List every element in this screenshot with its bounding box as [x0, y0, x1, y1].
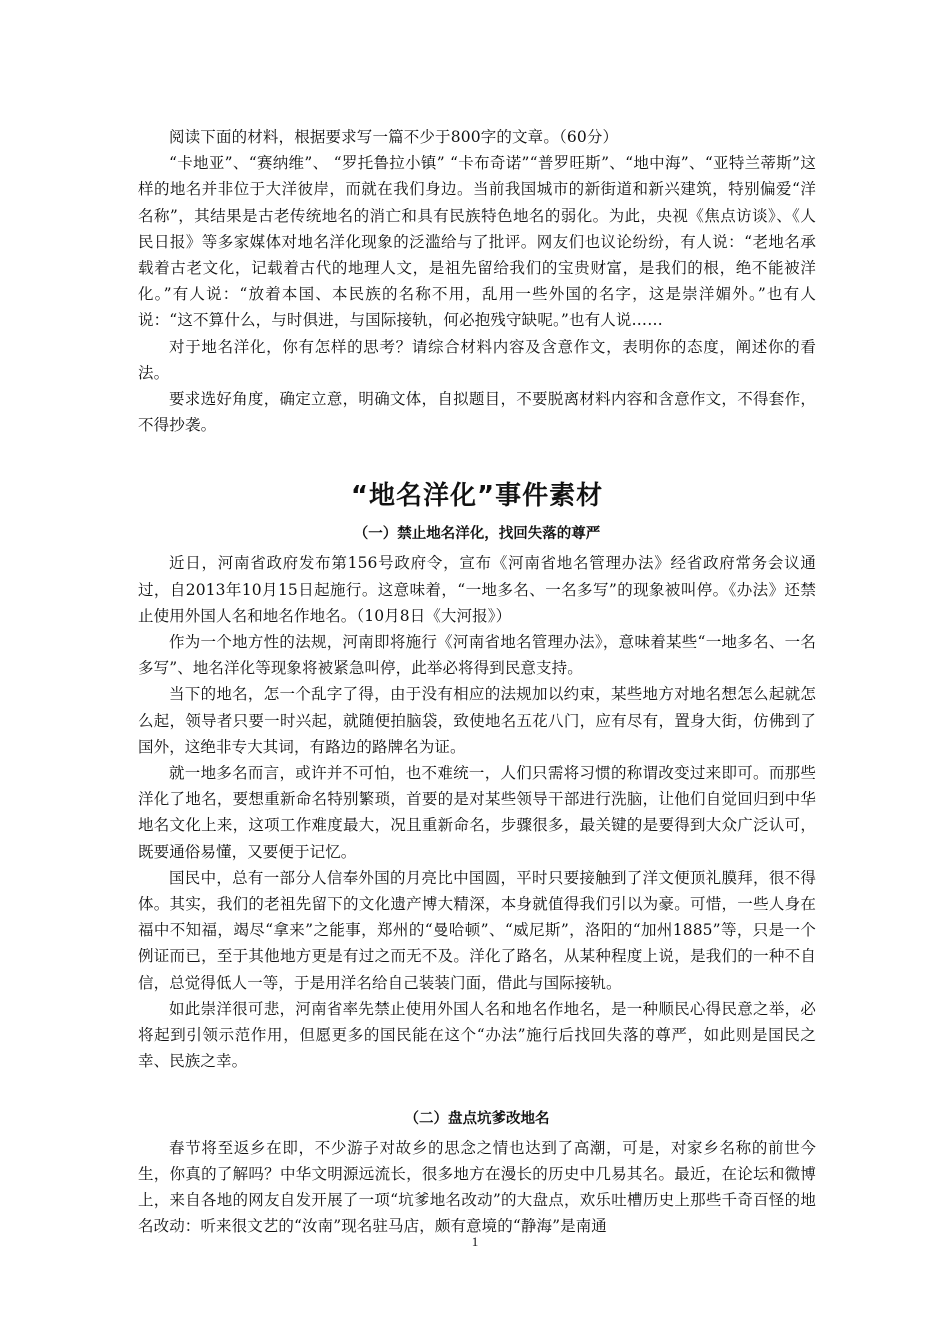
paragraph: 作为一个地方性的法规，河南即将施行《河南省地名管理办法》，意味着某些“一地多名、一名多写”、地名洋化等现象将被紧急叫停，此举必将得到民意支持。 — [138, 633, 816, 678]
paragraph: 国民中，总有一部分人信奉外国的月亮比中国圆，平时只要接触到了洋文便顶礼膜拜，很不得体。其实，我们的老祖先留下的文化遗产博大精深，本身就值得我们引以为豪。可惜，一些人身在福中不知福，竭尽“拿来”之能事，郑州的“曼哈顿”、“威尼斯”，洛阳的“加州1885”等，只是一个例证而已，至于其他地方更是有过之而无不及。洋化了路名，从某种程度上说，是我们的一种不自信，总觉得低人一等，于是用洋名给自己装装门面，借此与国际接轨。 — [138, 868, 816, 992]
paragraph: 就一地多名而言，或许并不可怕，也不难统一，人们只需将习惯的称谓改变过来即可。而那些洋化了地名，要想重新命名特别繁琐，首要的是对某些领导干部进行洗脑，让他们自觉回归到中华地名文化上来，这项工作难度最大，况且重新命名，步骤很多，最关键的是要得到大众广泛认可，既要通俗易懂，又要便于记忆。 — [138, 764, 816, 861]
document-body — [138, 124, 816, 1239]
main-title: “地名洋化”事件素材 — [350, 481, 604, 512]
paragraph: 春节将至返乡在即，不少游子对故乡的思念之情也达到了高潮，可是，对家乡名称的前世今生，你真的了解吗？中华文明源远流长，很多地方在漫长的历史中几易其名。最近，在论坛和微博上，来自各地的网友自发开展了一项“坑爹地名改动”的大盘点，欢乐吐槽历史上那些千奇百怪的地名改动：听来很文艺的“汝南”现名驻马店，颇有意境的“静海”是南通 — [138, 1138, 816, 1236]
prompt-material: “卡地亚”、“赛纳维”、 “罗托鲁拉小镇” “卡布奇诺”“普罗旺斯”、“地中海”、“亚特兰蒂斯”这样的地名并非位于大洋彼岸，而就在我们身边。当前我国城市的新街道和新兴建筑，特别偏爱“洋名称”，其结果是古老传统地名的消亡和具有民族特色地名的弱化。为此，央视《焦点访谈》、《人民日报》等多家媒体对地名洋化现象的泛滥给与了批评。网友们也议论纷纷，有人说：“老地名承载着古老文化，记载着古代的地理人文，是祖先留给我们的宝贵财富，是我们的根，绝不能被洋化。”有人说：“放着本国、本民族的名称不用，乱用一些外国的名字，这是崇洋媚外。”也有人说：“这不算什么，与时俱进，与国际接轨，何必抱残守缺呢。”也有人说…… — [138, 154, 816, 330]
paragraph: 近日，河南省政府发布第156号政府令，宣布《河南省地名管理办法》经省政府常务会议通过，自2013年10月15日起施行。这意味着，“一地多名、一名多写”的现象被叫停。《办法》还禁止使用外国人名和地名作地名。（10月8日《大河报》） — [138, 554, 816, 625]
prompt-requirements: 要求选好角度，确定立意，明确文体，自拟题目，不要脱离材料内容和含意作文，不得套作，不得抄袭。 — [138, 390, 816, 435]
section-one — [138, 522, 816, 1074]
paragraph: 如此崇洋很可悲，河南省率先禁止使用外国人名和地名作地名，是一种顺民心得民意之举，必将起到引领示范作用，但愿更多的国民能在这个“办法”施行后找回失落的尊严，如此则是国民之幸、民族之幸。 — [138, 999, 816, 1071]
prompt-question: 对于地名洋化，你有怎样的思考？请综合材料内容及含意作文，表明你的态度，阐述你的看法。 — [138, 337, 816, 382]
section-two-title: （二）盘点坑爹改地名 — [404, 1110, 550, 1127]
prompt-instruction: 阅读下面的材料，根据要求写一篇不少于800字的文章。（60分） — [169, 128, 619, 146]
section-two — [138, 1107, 816, 1240]
section-one-title: （一）禁止地名洋化，找回失落的尊严 — [353, 526, 601, 543]
page-number: 1 — [471, 1234, 479, 1249]
paragraph: 当下的地名，怎一个乱字了得，由于没有相应的法规加以约束，某些地方对地名想怎么起就怎么起，领导者只要一时兴起，就随便拍脑袋，致使地名五花八门，应有尽有，置身大街，仿佛到了国外，这绝非专大其词，有路边的路牌名为证。 — [138, 685, 816, 756]
essay-prompt — [138, 124, 816, 438]
